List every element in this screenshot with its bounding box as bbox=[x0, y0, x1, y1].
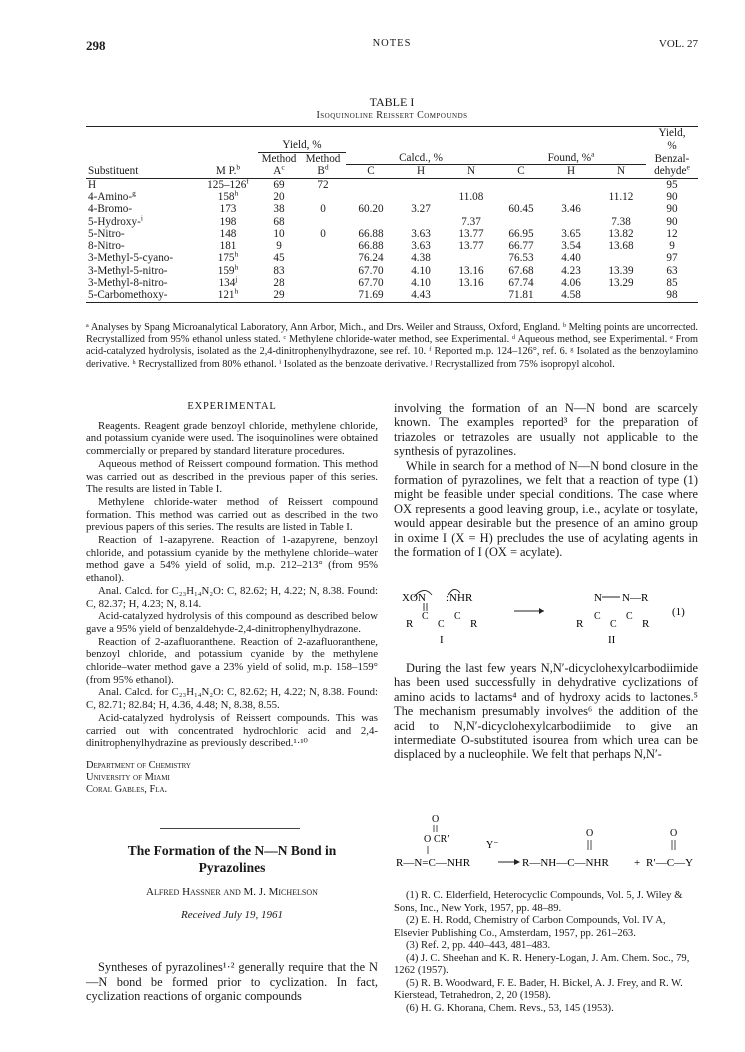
n-ring: N bbox=[594, 592, 602, 604]
r-left-1: R bbox=[406, 618, 414, 630]
fc-cell bbox=[496, 216, 546, 228]
fc-cell: 71.81 bbox=[496, 289, 546, 302]
cc-cell: 60.20 bbox=[358, 203, 384, 216]
fn-cell bbox=[596, 252, 646, 264]
table-row bbox=[86, 203, 698, 215]
benz-cell: 98 bbox=[646, 289, 698, 302]
fc-cell: 76.53 bbox=[508, 252, 534, 265]
acyl-product: R′—C—Y bbox=[646, 857, 694, 869]
c-5: C bbox=[610, 619, 617, 630]
o-attached: O bbox=[424, 834, 432, 845]
cc-cell bbox=[346, 216, 396, 228]
table-row bbox=[86, 252, 698, 264]
reference-5: (5) R. B. Woodward, F. E. Bader, H. Bickel, A. J. Frey, and R. W. Kierstead, Tetrahedron, 2, 20 (1958). bbox=[394, 977, 683, 1001]
volume-label: VOL. 27 bbox=[658, 38, 698, 50]
a-cell: 9 bbox=[276, 240, 282, 253]
xo-label: XO bbox=[402, 592, 418, 604]
benz-cell: 90 bbox=[666, 190, 678, 203]
nr-ring: N—R bbox=[622, 592, 649, 604]
substituent-cell: 4-Amino-$^g$ bbox=[88, 188, 136, 203]
r-right-1: R bbox=[470, 618, 478, 630]
fc-cell: 60.45 bbox=[508, 203, 534, 216]
cn-cell: 13.77 bbox=[458, 240, 484, 253]
fc-cell bbox=[496, 178, 546, 191]
exp-para-azapyrene: Reaction of 1-azapyrene. Reaction of 1-azapyrene, benzoyl chloride, and potassium cyanide by the methylene chloride–water method gave a 54% yield of solid, m.p. 212–213° (from 95% ethanol). bbox=[86, 534, 378, 585]
page-number: 298 bbox=[86, 38, 106, 53]
c-4: C bbox=[594, 611, 601, 622]
mp-cell: 121$^h$ bbox=[198, 289, 258, 302]
reference-6: (6) H. G. Khorana, Chem. Revs., 53, 145 (1953). bbox=[406, 1002, 614, 1014]
found-header: Found, %$^a$ bbox=[496, 152, 646, 165]
cn-cell bbox=[446, 203, 496, 215]
yield-header: Yield, % bbox=[258, 139, 346, 152]
r-left-2: R bbox=[576, 618, 584, 630]
fh-cell bbox=[546, 191, 596, 203]
mp-cell: 134$^j$ bbox=[218, 274, 238, 290]
benz-cell: 90 bbox=[666, 203, 678, 216]
cc-cell bbox=[346, 178, 396, 191]
right-para-3: During the last few years N,N′-dicyclohexylcarbodiimide has been used successfully in dehydrative cyclizations of amino acids to lactams⁴ and of hydroxy acids to lactones.⁵ The mechanism presumably involves⁶ the addition of the acid to N,N′-dicyclohexylcarbodiimide to give an intermediate O-substituted isourea from which urea can be displaced by a nucleophile. We felt that perhaps N,N′- bbox=[394, 661, 698, 762]
b-cell bbox=[300, 289, 346, 302]
right-column-mid bbox=[394, 661, 698, 762]
reference-list bbox=[394, 890, 698, 1015]
table-row bbox=[86, 191, 698, 203]
cn-cell: 13.16 bbox=[458, 264, 484, 277]
a-cell: 68 bbox=[273, 215, 285, 228]
mp-cell: 173 bbox=[219, 203, 237, 216]
ch-cell: 3.63 bbox=[411, 240, 431, 253]
method-a-h: Method bbox=[261, 152, 297, 165]
b-cell bbox=[300, 277, 346, 289]
fh-cell: 3.65 bbox=[561, 227, 581, 240]
b-cell: 0 bbox=[320, 203, 326, 216]
benz-cell: 63 bbox=[666, 264, 678, 277]
cn-cell: 13.77 bbox=[458, 227, 484, 240]
substituent-cell: 3-Methyl-5-nitro- bbox=[88, 264, 168, 277]
exp-para-anal-2: Anal. Calcd. for C₂₃H₁₄N₂O: C, 82.62; H, 4.22; N, 8.38. Found: C, 82.71; 82.84; H, 4.36, 4.48; N, 8.38, 8.55. bbox=[86, 686, 378, 712]
isourea-lhs: R—N=C—NHR bbox=[396, 857, 471, 869]
table-row bbox=[86, 277, 698, 289]
b-cell: 72 bbox=[317, 178, 329, 191]
benz-cell: 85 bbox=[666, 277, 678, 290]
mp-cell: 198 bbox=[219, 215, 237, 228]
method-b-h: Method bbox=[305, 152, 341, 165]
exp-para-methylene: Methylene chloride-water method of Reissert compound formation. This method was carried out as described in the two previous papers of this series. The results are listed in Table I. bbox=[86, 495, 378, 534]
exp-para-hydrolysis-1: Acid-catalyzed hydrolysis of this compound as described below gave a 95% yield of benzaldehyde-2,4-dinitrophenylhydrazone. bbox=[86, 610, 378, 635]
table-subtitle: Isoquinoline Reissert Compounds bbox=[316, 110, 468, 121]
a-cell: 29 bbox=[258, 289, 300, 302]
reference-1: (1) R. C. Elderfield, Heterocyclic Compounds, Vol. 5, J. Wiley & Sons, Inc., New York, 1957, pp. 48–89. bbox=[394, 890, 683, 914]
table-footnotes: ᵃ Analyses by Spang Microanalytical Laboratory, Ann Arbor, Mich., and Drs. Weiler and Strauss, Oxford, England. ᵇ Melting points are uncorrected. Recrystallized from 95% ethanol unless stated. ᶜ Methylene chloride-water method, see Experimental. ᵈ Aqueous method, see Experimental. ᵉ From acid-catalyzed hydrolysis, isolated as the 2,4-dinitrophenylhydrazone, see ref. 10. ᶠ Reported m.p. 124–126°, ref. 6. ᵍ Isolated as the benzoylamino derivative. ʰ Recrystallized from 80% ethanol. ⁱ Isolated as the benzoate derivative. ʲ Recrystallized from 75% isopropyl alcohol. bbox=[86, 322, 698, 370]
cn-cell bbox=[446, 252, 496, 264]
fn-cell: 13.82 bbox=[608, 227, 634, 240]
cc-cell: 71.69 bbox=[346, 289, 396, 302]
right-para-2: While in search for a method of N—N bond closure in the formation of pyrazolines, we felt that a reaction of type (1) might be feasible under special conditions. The case where OX represents a good leaving group, i.e., acylate or tosylate, would appear desirable but the presence of an amino group in oxime I (X = H) precludes the use of acylating agents in the formation of I (OX = acylate). bbox=[394, 458, 698, 560]
divider-rule bbox=[160, 828, 300, 829]
ch-cell: 4.10 bbox=[411, 277, 431, 290]
equation-number: (1) bbox=[672, 606, 685, 618]
urea-product: R—NH—C—NHR bbox=[522, 857, 609, 869]
a-cell: 83 bbox=[273, 264, 285, 277]
fc-cell: 66.95 bbox=[508, 227, 534, 240]
exp-para-azafluoranthene: Reaction of 2-azafluoranthene. Reaction of 2-azafluoranthene, benzoyl chloride, and potassium cyanide by the methylene chloride–water method gave a 23% yield of solid, m.p. 158–159° (from 95% ethanol). bbox=[86, 635, 378, 686]
b-cell: 0 bbox=[320, 227, 326, 240]
b-cell bbox=[300, 216, 346, 228]
c-3: C bbox=[454, 611, 461, 622]
substituent-cell: 3-Methyl-8-nitro- bbox=[88, 277, 168, 290]
reference-4: (4) J. C. Sheehan and K. R. Henery-Logan, J. Am. Chem. Soc., 79, 1262 (1957). bbox=[394, 952, 690, 976]
right-column-top bbox=[394, 401, 698, 559]
fn-cell: 11.12 bbox=[608, 190, 634, 203]
found-n: N bbox=[596, 165, 646, 178]
table-title: TABLE I bbox=[369, 95, 415, 109]
benz-cell: 90 bbox=[666, 215, 678, 228]
exp-para-hydrolysis-2: Acid-catalyzed hydrolysis of Reissert compounds. This was carried out with concentrated hydrochloric acid and 2,4-dinitrophenylhydrazine as previously described.¹·¹⁰ bbox=[86, 711, 378, 750]
a-cell: 28 bbox=[273, 277, 285, 290]
exp-para-aqueous: Aqueous method of Reissert compound formation. This method was carried out as described in the previous paper of this series. The results are listed in Table I. bbox=[86, 457, 378, 496]
benz-cell: 97 bbox=[666, 252, 678, 265]
plus-sign: + bbox=[634, 857, 641, 869]
fn-cell: 7.38 bbox=[611, 215, 631, 228]
b-cell bbox=[300, 265, 346, 277]
ch-cell bbox=[396, 216, 446, 228]
article-received: Received July 19, 1961 bbox=[180, 908, 283, 921]
cr-label: CR′ bbox=[434, 834, 450, 845]
table-row bbox=[86, 289, 698, 302]
b-cell bbox=[300, 240, 346, 252]
ch-cell: 4.43 bbox=[396, 289, 446, 302]
substituent-cell: 8-Nitro- bbox=[88, 240, 125, 253]
method-b-letter: $B^d$ bbox=[300, 165, 346, 178]
calcd-c: C bbox=[346, 165, 396, 178]
right-para-1: involving the formation of an N—N bond are scarcely known. The examples reported³ for the preparation of triazoles or tetrazoles are usually not applicable to the synthesis of pyrazolines. bbox=[394, 401, 698, 459]
fh-cell bbox=[546, 178, 596, 191]
article-title-2: Pyrazolines bbox=[198, 860, 266, 875]
table-row bbox=[86, 228, 698, 240]
calcd-header: Calcd., % bbox=[346, 152, 496, 165]
experimental-section bbox=[86, 401, 378, 796]
ch-cell: 4.10 bbox=[411, 264, 431, 277]
label-I: I bbox=[440, 634, 444, 646]
fn-cell: 13.68 bbox=[608, 240, 634, 253]
a-cell: 10 bbox=[273, 227, 285, 240]
benz-yield-h3: Benzal- bbox=[654, 152, 690, 165]
a-cell: 38 bbox=[273, 203, 285, 216]
section-name: NOTES bbox=[372, 38, 412, 49]
cn-cell: 7.37 bbox=[461, 215, 481, 228]
mp-cell: 125–126$^f$ bbox=[207, 175, 249, 191]
a-cell: 69 bbox=[273, 178, 285, 191]
scheme-1 bbox=[394, 585, 698, 647]
cc-cell bbox=[346, 191, 396, 203]
c-1: C bbox=[422, 611, 429, 622]
mp-header: M P.$^b$ bbox=[198, 165, 258, 178]
mp-cell: 175$^h$ bbox=[217, 249, 239, 265]
cc-cell: 67.70 bbox=[358, 264, 384, 277]
article-intro: Syntheses of pyrazolines¹·² generally require that the N—N bond be formed prior to cyclization. In fact, cyclization reactions of organic compounds bbox=[86, 960, 378, 1004]
calcd-h: H bbox=[396, 165, 446, 178]
scheme-2 bbox=[394, 812, 698, 874]
reference-2: (2) E. H. Rodd, Chemistry of Carbon Compounds, Vol. IV A, Elsevier Publishing Co., Amsterdam, 1957, pp. 261–263. bbox=[394, 915, 666, 939]
substituent-cell: 5-Nitro- bbox=[88, 227, 125, 240]
benz-cell: 95 bbox=[666, 178, 678, 191]
o-top-1: O bbox=[432, 814, 440, 825]
article-authors: Alfred Hassner and M. J. Michelson bbox=[146, 886, 318, 898]
exp-para-reagents: Reagents. Reagent grade benzoyl chloride, methylene chloride, and potassium cyanide were used. The isoquinolines were obtained commercially or prepared by standard literature procedures. bbox=[86, 419, 378, 458]
table-row bbox=[86, 240, 698, 252]
article-header bbox=[86, 842, 378, 921]
reference-3: (3) Ref. 2, pp. 440–443, 481–483. bbox=[406, 940, 551, 951]
c-6: C bbox=[626, 611, 633, 622]
n-label: N bbox=[418, 592, 426, 604]
fh-cell: 3.54 bbox=[561, 240, 581, 253]
fc-cell: 67.74 bbox=[508, 277, 534, 290]
ch-cell: 3.63 bbox=[411, 227, 431, 240]
ch-cell bbox=[396, 178, 446, 191]
found-h: H bbox=[546, 165, 596, 178]
ch-cell: 3.27 bbox=[411, 203, 431, 216]
mp-cell: 159$^h$ bbox=[217, 262, 239, 277]
ch-cell bbox=[396, 191, 446, 203]
substituent-cell: 5-Carbomethoxy- bbox=[86, 289, 198, 302]
experimental-heading: EXPERIMENTAL bbox=[187, 401, 277, 412]
affiliation: Department of Chemistry University of Miami Coral Gables, Fla. bbox=[86, 759, 191, 795]
fn-cell bbox=[596, 289, 646, 302]
o-top-2: O bbox=[586, 828, 594, 839]
ch-cell: 4.38 bbox=[411, 252, 431, 265]
fc-cell: 67.68 bbox=[508, 264, 534, 277]
fh-cell: 4.58 bbox=[546, 289, 596, 302]
fn-cell: 13.29 bbox=[608, 277, 634, 290]
substituent-cell: 3-Methyl-5-cyano- bbox=[88, 252, 174, 265]
exp-para-anal-1: Anal. Calcd. for C₂₃H₁₄N₂O: C, 82.62; H, 4.22; N, 8.38. Found: C, 82.37; H, 4.23; N, 8.14. bbox=[86, 584, 378, 610]
mp-cell: 181 bbox=[219, 240, 237, 253]
r-right-2: R bbox=[642, 618, 650, 630]
fh-cell bbox=[546, 216, 596, 228]
table-row bbox=[86, 216, 698, 228]
o-top-3: O bbox=[670, 828, 678, 839]
b-cell bbox=[300, 191, 346, 203]
fn-cell: 13.39 bbox=[608, 264, 634, 277]
table-row bbox=[86, 178, 698, 191]
article-title-1: The Formation of the N—N Bond in bbox=[127, 843, 337, 858]
substituent-cell: H bbox=[88, 178, 97, 191]
label-II: II bbox=[608, 634, 616, 646]
c-2: C bbox=[438, 619, 445, 630]
fn-cell bbox=[596, 203, 646, 215]
benz-yield-h1: Yield, bbox=[646, 127, 698, 140]
cn-cell bbox=[446, 178, 496, 191]
benz-yield-h2: % bbox=[667, 139, 677, 152]
reissert-table bbox=[86, 126, 698, 303]
fh-cell: 4.06 bbox=[561, 277, 581, 290]
cc-cell: 66.88 bbox=[358, 240, 384, 253]
benz-cell: 12 bbox=[666, 227, 678, 240]
cc-cell: 66.88 bbox=[358, 227, 384, 240]
cn-cell: 13.16 bbox=[458, 277, 484, 290]
nhr-label: :NHR bbox=[446, 592, 473, 604]
cn-cell bbox=[446, 289, 496, 302]
cc-cell: 67.70 bbox=[358, 277, 384, 290]
table-row bbox=[86, 265, 698, 277]
benz-yield-h4: dehyde$^e$ bbox=[646, 165, 698, 178]
benz-cell: 9 bbox=[669, 240, 675, 253]
substituent-cell: 5-Hydroxy-$^i$ bbox=[88, 212, 143, 228]
cn-cell: 11.08 bbox=[458, 190, 484, 203]
fn-cell bbox=[596, 178, 646, 191]
calcd-n: N bbox=[446, 165, 496, 178]
method-a-letter: $A^c$ bbox=[258, 165, 300, 178]
b-cell bbox=[300, 252, 346, 264]
fh-cell: 3.46 bbox=[561, 203, 581, 216]
substituent-cell: 4-Bromo- bbox=[88, 203, 133, 216]
fc-cell: 66.77 bbox=[508, 240, 534, 253]
y-anion: Y⁻ bbox=[486, 840, 499, 851]
a-cell: 20 bbox=[273, 190, 285, 203]
a-cell: 45 bbox=[273, 252, 285, 265]
cc-cell: 76.24 bbox=[358, 252, 384, 265]
fh-cell: 4.40 bbox=[561, 252, 581, 265]
mp-cell: 148 bbox=[219, 227, 237, 240]
mp-cell: 158$^h$ bbox=[217, 188, 239, 203]
fc-cell bbox=[496, 191, 546, 203]
substituent-header: Substituent bbox=[86, 165, 198, 178]
fh-cell: 4.23 bbox=[561, 264, 581, 277]
found-c: C bbox=[496, 165, 546, 178]
